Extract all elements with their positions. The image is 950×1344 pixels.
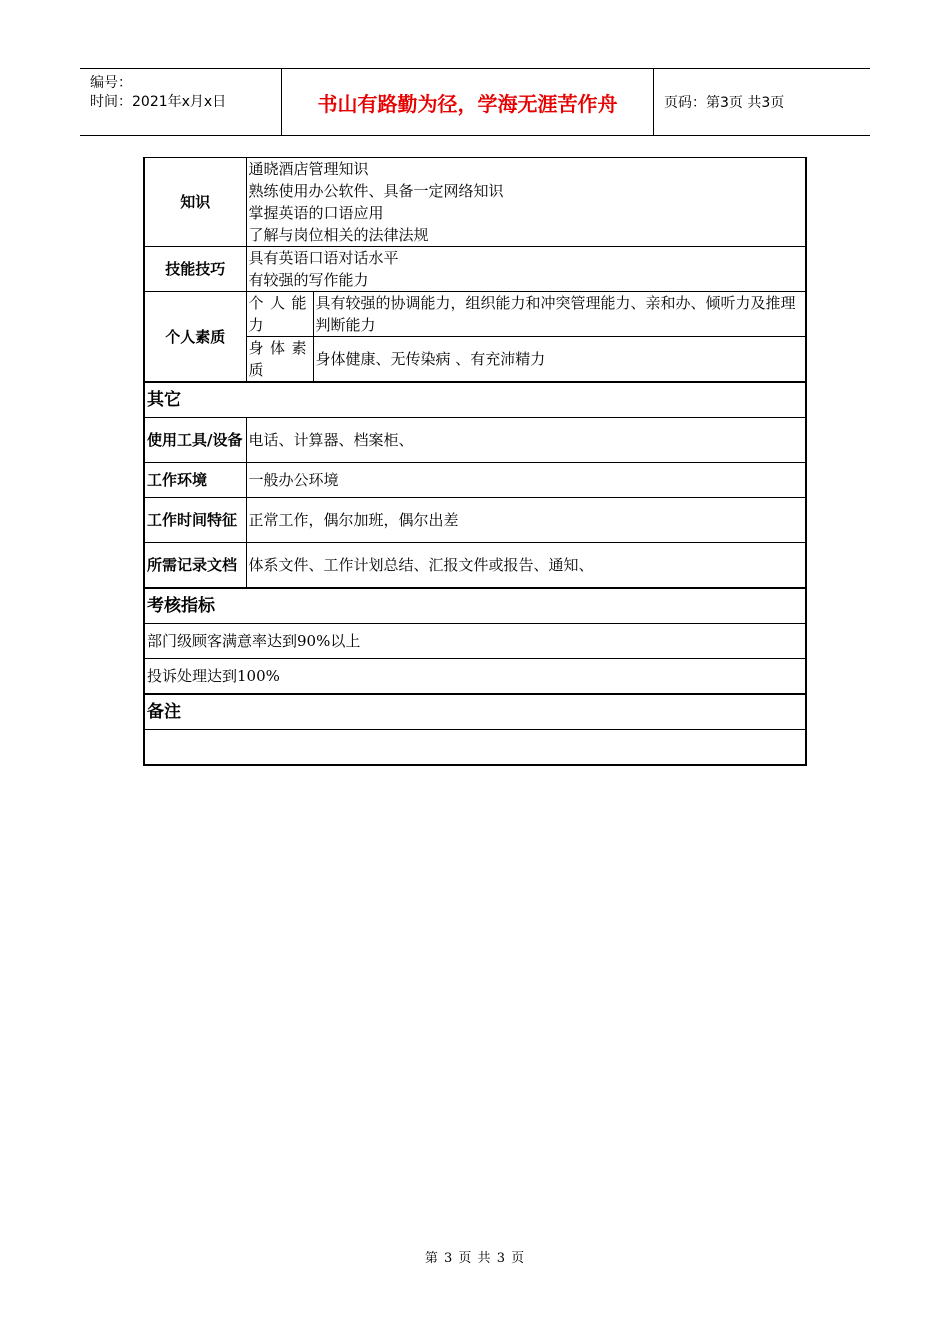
- assessment-item: 投诉处理达到100%: [144, 659, 806, 695]
- environment-label: 工作环境: [144, 463, 246, 498]
- header-motto: 书山有路勤为径，学海无涯苦作舟: [282, 69, 654, 135]
- personal-ability-value: 具有较强的协调能力，组织能力和冲突管理能力、亲和办、倾听力及推理判断能力: [313, 292, 806, 337]
- remarks-content: [144, 730, 806, 766]
- page-footer: 第 3 页 共 3 页: [424, 1251, 526, 1266]
- assessment-item-row: [144, 624, 806, 659]
- tools-label: 使用工具/设备: [144, 418, 246, 463]
- remarks-section-row: [144, 694, 806, 730]
- environment-row: [144, 463, 806, 498]
- records-value: 体系文件、工作计划总结、汇报文件或报告、通知、: [246, 543, 806, 589]
- assessment-section-title: 考核指标: [144, 588, 806, 624]
- other-section-title: 其它: [144, 382, 806, 418]
- assessment-section-row: [144, 588, 806, 624]
- knowledge-line: 熟练使用办公软件、具备一定网络知识: [248, 182, 504, 200]
- work-time-label: 工作时间特征: [144, 498, 246, 543]
- records-label: 所需记录文档: [144, 543, 246, 589]
- doc-number: 编号：: [90, 75, 132, 91]
- remarks-content-row: [144, 730, 806, 766]
- skills-row: [144, 247, 806, 292]
- work-time-value: 正常工作，偶尔加班，偶尔出差: [246, 498, 806, 543]
- assessment-item-row: [144, 659, 806, 695]
- page-header: [80, 68, 870, 136]
- tools-row: [144, 418, 806, 463]
- personal-ability-label: 个人能力: [246, 292, 313, 337]
- records-row: [144, 543, 806, 589]
- skills-line: 有较强的写作能力: [248, 271, 369, 289]
- doc-time: 时间：2021年x月x日: [90, 94, 227, 110]
- remarks-section-title: 备注: [144, 694, 806, 730]
- header-meta: [80, 69, 282, 135]
- knowledge-line: 了解与岗位相关的法律法规: [248, 226, 429, 244]
- physical-quality-value: 身体健康、无传染病 、有充沛精力: [313, 337, 806, 383]
- skills-label: 技能技巧: [144, 247, 246, 292]
- work-time-row: [144, 498, 806, 543]
- knowledge-line: 通晓酒店管理知识: [248, 160, 369, 178]
- header-page-number: 页码：第3页 共3页: [664, 95, 785, 111]
- personal-quality-label: 个人素质: [144, 292, 246, 383]
- assessment-item: 部门级顾客满意率达到90%以上: [144, 624, 806, 659]
- skills-content: [246, 247, 806, 292]
- knowledge-content: [246, 158, 806, 247]
- tools-value: 电话、计算器、档案柜、: [246, 418, 806, 463]
- other-section-row: [144, 382, 806, 418]
- physical-quality-label: 身体素质: [246, 337, 313, 383]
- environment-value: 一般办公环境: [246, 463, 806, 498]
- knowledge-label: 知识: [144, 158, 246, 247]
- knowledge-line: 掌握英语的口语应用: [248, 204, 384, 222]
- skills-line: 具有英语口语对话水平: [248, 249, 399, 267]
- personal-ability-row: [144, 292, 806, 337]
- knowledge-row: [144, 158, 806, 247]
- job-description-table: [143, 157, 807, 766]
